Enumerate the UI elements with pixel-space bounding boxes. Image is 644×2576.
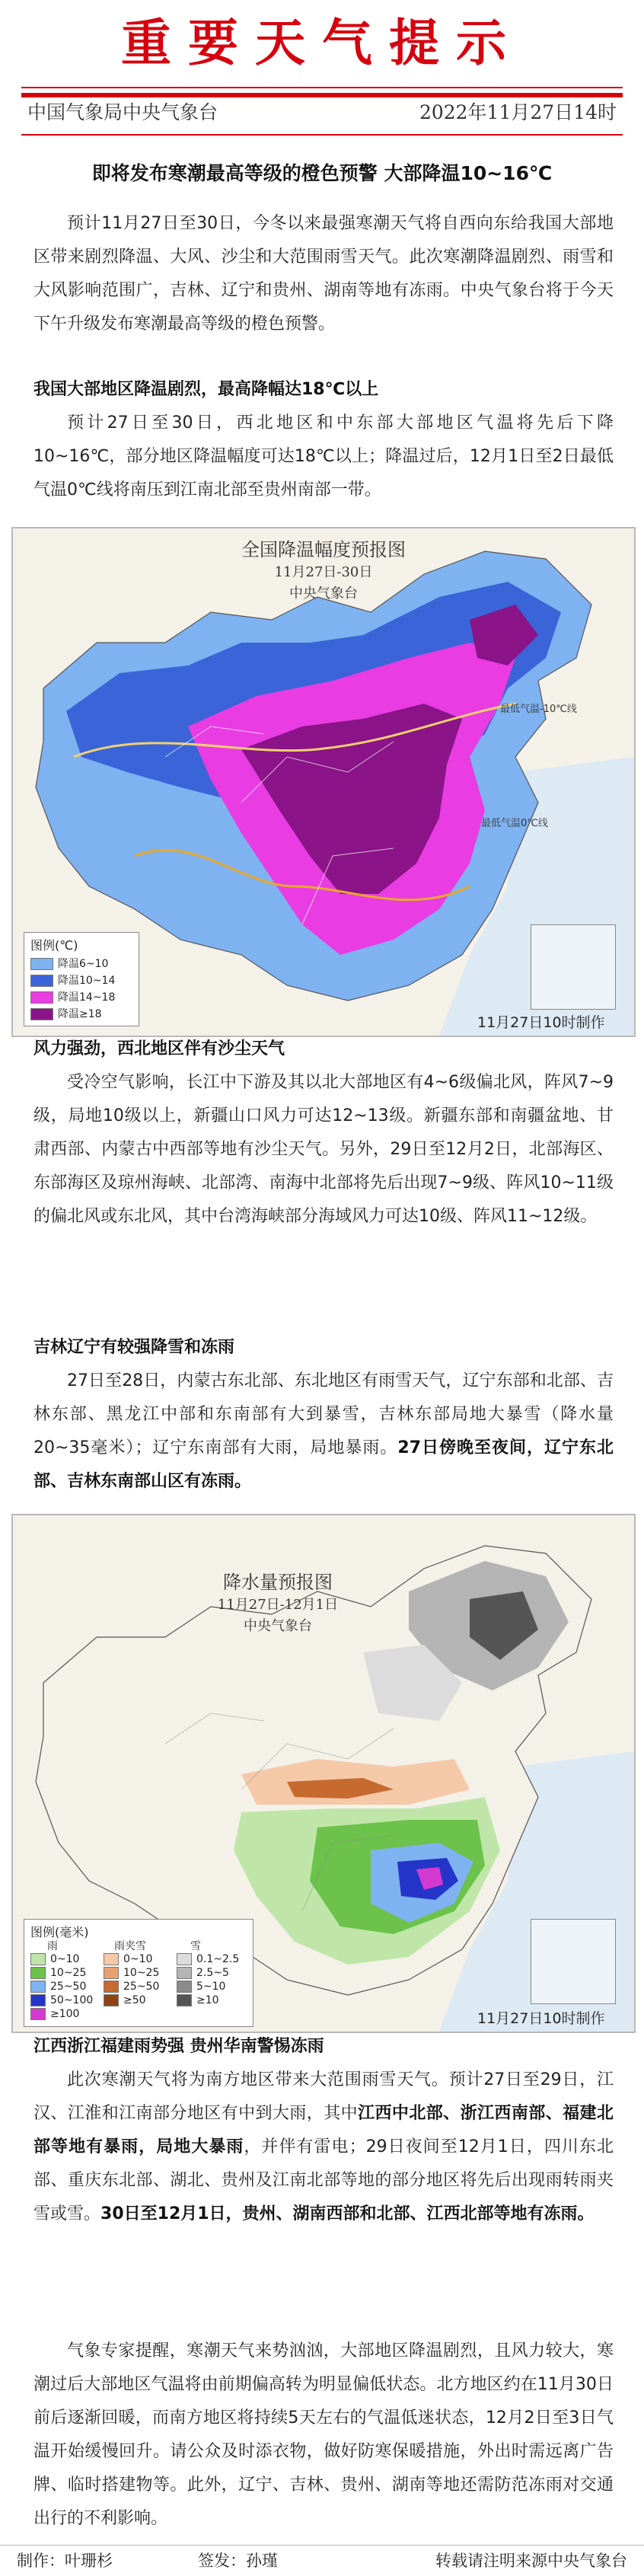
temperature-map-stamp: 11月27日10时制作: [477, 1014, 605, 1031]
temperature-map-title: 全国降温幅度预报图: [241, 539, 406, 560]
legend-swatch: [177, 1953, 192, 1965]
legend-swatch: [177, 1981, 192, 1993]
temperature-legend: [24, 932, 139, 1026]
bulletin-title: 重要天气提示: [121, 13, 523, 72]
legend-item: [30, 1994, 93, 2006]
legend-label: 0~10: [50, 1953, 80, 1965]
issuer-name: 中国气象局中央气象台: [27, 101, 218, 123]
precipitation-legend-title: 图例(毫米): [30, 1925, 89, 1939]
legend-label: 10~25: [123, 1967, 160, 1979]
legend-swatch: [30, 1994, 46, 2006]
section4-rainstorm-emphasis: 江西中北部、浙江西南部、福建北部等地有暴雨，局地大暴雨: [33, 2104, 614, 2156]
precipitation-map-stamp: 11月27日10时制作: [477, 2010, 605, 2027]
legend-swatch: [177, 1994, 192, 2006]
section3-freezing-rain-emphasis: 27日傍晚至夜间，辽宁东北部、吉林东南部山区有冻雨。: [33, 1438, 614, 1491]
section4-body-text-cont: ，并伴有雷电；29日夜间至12月1日，四川东北部、重庆东北部、湖北、贵州及江南北部等地的部分地区将先后出现雨转雨夹雪或雪。: [33, 2137, 614, 2223]
legend-swatch: [30, 1953, 46, 1965]
intro-paragraph: 预计11月27日至30日，今冬以来最强寒潮天气将自西向东给我国大部地区带来剧烈降温、大风、沙尘和大范围雨雪天气。此次寒潮降温剧烈、雨雪和大风影响范围广，吉林、辽宁和贵州、湖南等地有冻雨。中央气象台将于今天下午升级发布寒潮最高等级的橙色预警。: [33, 214, 614, 334]
section4-body: [33, 2064, 614, 2231]
zero-degree-line-label: 最低气温0℃线: [481, 818, 548, 829]
legend-label: 0.1~2.5: [196, 1953, 240, 1965]
legend-label: ≥50: [123, 1994, 146, 2006]
precipitation-map-title: 降水量预报图: [223, 1572, 333, 1593]
minus-ten-degree-line-label: 最低气温-10℃线: [500, 704, 577, 715]
legend-swatch: [30, 991, 53, 1004]
section3-heading: 吉林辽宁有较强降雪和冻雨: [33, 1338, 235, 1357]
legend-item: [104, 1953, 152, 1965]
temperature-legend-title: 图例(℃): [30, 938, 78, 953]
legend-item: [104, 1981, 159, 1993]
section3-body-text: 27日至28日，内蒙古东北部、东北地区有雨雪天气，辽宁东部和北部、吉林东部、黑龙江中部和东南部有大到暴雪，吉林东部局地大暴雪（降水量20~35毫米）；辽宁东南部有大雨，局地暴雨。: [33, 1371, 614, 1457]
legend-label: 10~25: [50, 1967, 87, 1979]
legend-label: 5~10: [196, 1981, 226, 1993]
south-china-sea-inset: [531, 1919, 616, 2004]
legend-label: 2.5~5: [196, 1967, 229, 1979]
temperature-map-title-block: [225, 538, 422, 605]
legend-swatch: [104, 1981, 119, 1993]
legend-swatch: [30, 958, 53, 970]
masthead-rule-bottom: [21, 134, 623, 136]
section1-body: 预计27日至30日，西北地区和中东部大部地区气温将先后下降10~16℃，部分地区降温幅度可达18℃以上；降温过后，12月1日至2日最低气温0℃线将南压到江南北部至贵州南部一带。: [33, 413, 614, 500]
legend-item: [177, 1953, 239, 1965]
legend-swatch: [30, 1967, 46, 1979]
south-china-sea-inset: [531, 924, 616, 1010]
legend-label: ≥10: [196, 1994, 219, 2006]
legend-label: 0~10: [123, 1953, 153, 1965]
legend-label: 降温6~10: [58, 958, 109, 970]
legend-item: [30, 2008, 79, 2020]
footer-reprint-note: 转载请注明来源中央气象台: [435, 2552, 627, 2570]
temperature-drop-map: [11, 527, 636, 1037]
section3-body: [33, 1365, 614, 1499]
issue-date: 2022年11月27日14时: [419, 101, 617, 123]
legend-label: ≥100: [50, 2008, 80, 2020]
footer-issuer: 签发：孙瑾: [198, 2552, 278, 2570]
legend-item: [30, 989, 115, 1004]
legend-swatch: [177, 1967, 192, 1979]
legend-label: 25~50: [50, 1981, 87, 1993]
legend-item: [104, 1994, 146, 2006]
legend-label: 降温≥18: [58, 1008, 102, 1020]
section2-body: 受冷空气影响，长江中下游及其以北大部地区有4~6级偏北风，阵风7~9级，局地10级以上，新疆山口风力可达12~13级。新疆东部和南疆盆地、甘肃西部、内蒙古中西部等地有沙尘天气。另外，29日至12月2日，北部海区、东部海区及琼州海峡、北部湾、南海中北部将先后出现7~9级、阵风10~11级的偏北风或东北风，其中台湾海峡部分海域风力可达10级、阵风11~12级。: [33, 1073, 614, 1226]
masthead-rule-top: [21, 87, 623, 88]
legend-item: [30, 1967, 86, 1979]
legend-item: [104, 1967, 159, 1979]
temperature-map-source: 中央气象台: [289, 586, 358, 602]
legend-swatch: [104, 1967, 119, 1979]
temperature-map-period: 11月27日-30日: [274, 564, 373, 580]
legend-label: 25~50: [123, 1981, 160, 1993]
precipitation-map-source: 中央气象台: [244, 1618, 312, 1634]
legend-item: [177, 1981, 225, 1993]
precipitation-legend: [24, 1919, 253, 2027]
legend-column-sleet: 雨夹雪: [114, 1940, 146, 1952]
legend-swatch: [104, 1994, 119, 2006]
legend-swatch: [104, 1953, 119, 1965]
legend-swatch: [30, 1008, 53, 1020]
legend-item: [30, 1953, 79, 1965]
legend-item: [30, 956, 108, 971]
legend-label: 降温10~14: [58, 975, 116, 987]
legend-item: [177, 1994, 219, 2006]
legend-item: [30, 972, 115, 988]
section4-body-text: 此次寒潮天气将为南方地区带来大范围雨雪天气。预计27日至29日，江汉、江淮和江南部分地区有中到大雨，其中: [33, 2070, 614, 2123]
section1-heading: 我国大部地区降温剧烈，最高降幅达18℃以上: [33, 380, 379, 399]
legend-label: 50~100: [50, 1994, 94, 2006]
precipitation-map-title-block: [179, 1570, 377, 1637]
legend-item: [30, 1006, 102, 1021]
section2-heading: 风力强劲，西北地区伴有沙尘天气: [33, 1039, 285, 1058]
masthead: [0, 0, 644, 160]
legend-item: [30, 1981, 86, 1993]
precipitation-map-period: 11月27日-12月1日: [217, 1597, 339, 1613]
legend-label: 降温14~18: [58, 991, 116, 1004]
legend-column-snow: 雪: [190, 1940, 201, 1952]
legend-item: [177, 1967, 229, 1979]
precipitation-map: [11, 1514, 636, 2033]
section4-freezing-rain-emphasis: 30日至12月1日，贵州、湖南西部和北部、江西北部等地有冻雨。: [100, 2204, 595, 2223]
footer-rule: [0, 2545, 644, 2546]
footer-author: 制作：叶珊杉: [17, 2552, 113, 2570]
legend-swatch: [30, 2008, 46, 2020]
legend-column-rain: 雨: [47, 1940, 58, 1952]
section4-heading: 江西浙江福建雨势强 贵州华南警惕冻雨: [33, 2037, 324, 2056]
legend-swatch: [30, 975, 53, 987]
closing-paragraph: 气象专家提醒，寒潮天气来势汹汹，大部地区降温剧烈，且风力较大，寒潮过后大部地区气温将由前期偏高转为明显偏低状态。北方地区约在11月30日前后逐渐回暖，而南方地区将持续5天左右的气温低迷状态，12月2日至3日气温开始缓慢回升。请公众及时添衣物，做好防寒保暖措施，外出时需远离广告牌、临时搭建物等。此外，辽宁、吉林、贵州、湖南等地还需防范冻雨对交通出行的不利影响。: [33, 2341, 614, 2528]
headline: 即将发布寒潮最高等级的橙色预警 大部降温10~16℃: [91, 162, 553, 184]
legend-swatch: [30, 1981, 46, 1993]
